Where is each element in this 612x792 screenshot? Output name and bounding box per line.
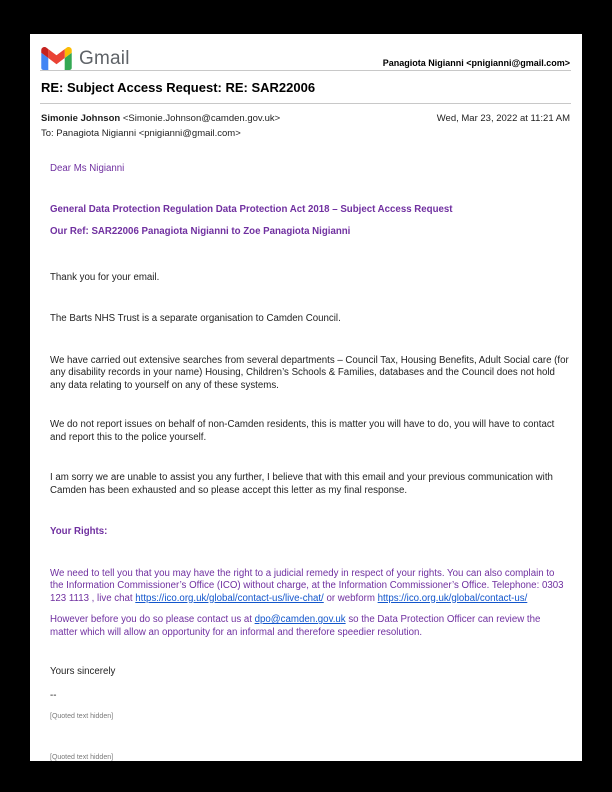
webform-link[interactable]: https://ico.org.uk/global/contact-us/ <box>377 592 528 604</box>
quoted-text-hidden-2: [Quoted text hidden] <box>50 753 114 761</box>
account-name: Panagiota Nigianni <pnigianni@gmail.com> <box>382 58 570 68</box>
rights-text-1: We need to tell you that you may have the right to a judicial remedy in respect of your rights. You can also complain to the Information Commissioner’s Office (ICO) without charge, at the Information Commissioner’s Office. Telephone: 0303 123 1113 , live chat <box>50 567 564 604</box>
gmail-logo <box>41 47 130 70</box>
dpo-email-link[interactable]: dpo@camden.gov.uk <box>254 614 346 625</box>
paragraph-searches: We have carried out extensive searches from several departments – Council Tax, Housing Benefits, Adult Social care (for any disability records in your name) Housing, Children’s Schools & Families, databases and the Council does not hold any data relating to yourself on any of these systems. <box>50 354 569 391</box>
reference-heading: Our Ref: SAR22006 Panagiota Nigianni to Zoe Panagiota Nigianni <box>50 226 351 237</box>
rights2-text-2: so the Data Protection Officer can review the matter which will allow an opportunity for an informal and therefore speedier resolution. <box>50 614 541 638</box>
print-header <box>40 47 571 70</box>
closing: Yours sincerely <box>50 666 116 677</box>
paragraph-thanks: Thank you for your email. <box>50 271 160 283</box>
divider-subject <box>40 103 571 104</box>
rights-paragraph-2 <box>50 614 569 639</box>
paragraph-barts: The Barts NHS Trust is a separate organisation to Camden Council. <box>50 313 341 324</box>
email-print-page <box>30 34 582 761</box>
quoted-text-hidden-1: [Quoted text hidden] <box>50 713 114 720</box>
rights-text-2: or webform <box>323 592 378 604</box>
divider-top <box>40 70 571 71</box>
message-date: Wed, Mar 23, 2022 at 11:21 AM <box>436 113 570 124</box>
greeting: Dear Ms Nigianni <box>50 163 125 174</box>
subject-title: RE: Subject Access Request: RE: SAR22006 <box>41 80 316 95</box>
email-body <box>50 163 569 764</box>
from-row <box>41 113 570 124</box>
paragraph-police-report: We do not report issues on behalf of non-Camden residents, this is matter you will have to do, you will have to contact and report this to the police yourself. <box>50 419 555 443</box>
to-line: To: Panagiota Nigianni <pnigianni@gmail.com> <box>41 128 241 139</box>
rights-paragraph-1 <box>50 568 569 606</box>
from-name: Simonie Johnson <box>41 113 121 124</box>
gdpr-heading: General Data Protection Regulation Data Protection Act 2018 – Subject Access Request <box>50 203 453 215</box>
gmail-wordmark: Gmail <box>79 47 130 69</box>
gmail-m-icon <box>41 47 72 70</box>
paragraph-final-response: I am sorry we are unable to assist you any further, I believe that with this email and your previous communication with Camden has been exhausted and so please accept this letter as my final response. <box>50 472 553 496</box>
from-email: <Simonie.Johnson@camden.gov.uk> <box>120 113 281 124</box>
rights2-text-1: However before you do so please contact us at <box>50 614 255 625</box>
signature-delimiter: -- <box>50 689 57 701</box>
live-chat-link[interactable]: https://ico.org.uk/global/contact-us/live-chat/ <box>135 592 324 604</box>
rights-heading: Your Rights: <box>50 526 108 537</box>
message-meta <box>40 113 571 139</box>
